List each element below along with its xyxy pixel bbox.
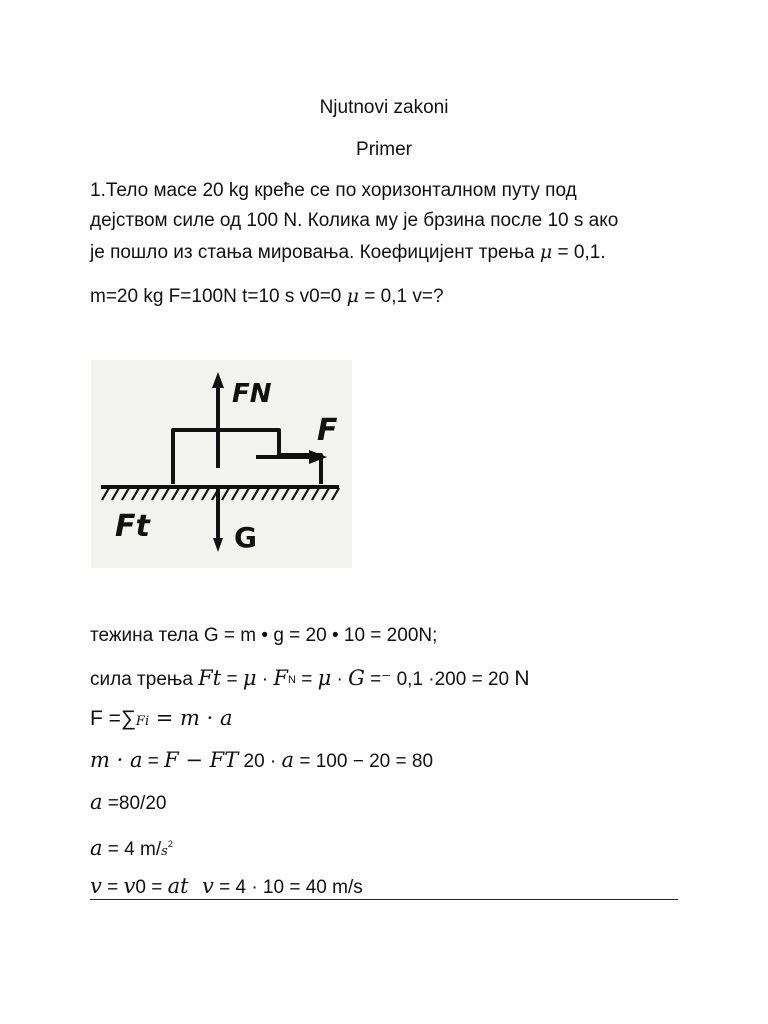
ft-symbol: Ft — [198, 666, 222, 690]
equals-sign: = — [221, 669, 243, 690]
newton-numeric-result: = 100 − 20 = 80 — [294, 751, 434, 772]
mu-symbol: μ — [346, 285, 360, 307]
dot-operator: · — [331, 669, 349, 690]
equals-sign: = — [101, 877, 124, 898]
newton-unit: N — [514, 667, 530, 690]
problem-line-1: 1.Тело масе 20 kg креће се по хоризонталном путу под — [90, 180, 577, 201]
problem-line-3-value: = 0,1. — [552, 242, 606, 263]
weight-equation: тежина тела G = m • g = 20 • 10 = 200N; — [90, 625, 438, 646]
acceleration-result — [90, 832, 173, 864]
velocity-result: = 4 · 10 = 40 m/s — [213, 877, 363, 898]
problem-line-3-text: је пошло из стања мировања. Коефицијент трења — [90, 242, 540, 263]
newton-second-law-equation — [90, 748, 433, 774]
horizontal-rule — [90, 899, 678, 900]
a-symbol: a — [281, 748, 295, 772]
sigma-symbol: ∑ — [120, 707, 136, 730]
newton-numeric: 20 · — [238, 751, 282, 772]
velocity-equation — [90, 874, 363, 900]
dot-operator: · — [256, 669, 274, 690]
sum-rhs: = m · a — [149, 706, 233, 730]
label-friction: Ft — [115, 509, 150, 544]
document-title: Njutnovi zakoni — [319, 97, 449, 118]
friction-prefix: сила трења — [90, 669, 199, 690]
document-subtitle: Primer — [356, 139, 412, 160]
mu-symbol: μ — [317, 666, 332, 690]
v0-symbol: v — [123, 874, 136, 898]
sum-of-forces-equation — [90, 706, 233, 734]
newton-lhs: m · a — [90, 748, 143, 772]
problem-line-2: дејством силе од 100 N. Колика му је брзина после 10 s ако — [90, 210, 619, 231]
f-symbol: F — [273, 666, 288, 690]
label-normal-force: FN — [232, 379, 272, 409]
v0-subscript-zero: 0 = — [135, 877, 168, 898]
v-symbol: v — [90, 874, 102, 898]
friction-result: =⁻ 0,1 ·200 = 20 — [364, 669, 515, 690]
mu-symbol: μ — [539, 241, 553, 263]
friction-equation — [90, 666, 530, 692]
acceleration-fraction-value: =80/20 — [102, 793, 167, 814]
force-diagram-svg — [91, 360, 352, 568]
equals-sign: = — [142, 751, 165, 772]
newton-rhs: F − FT — [164, 748, 239, 772]
seconds-symbol: s — [161, 844, 168, 859]
a-symbol: a — [90, 836, 103, 860]
fi-symbol: Fi — [135, 714, 150, 729]
f-label: F = — [90, 707, 121, 730]
given-values-line — [90, 284, 444, 309]
at-symbol: at — [167, 874, 189, 898]
mu-symbol: μ — [242, 666, 257, 690]
a-symbol: a — [90, 790, 103, 814]
problem-line-3 — [90, 240, 606, 265]
g-symbol: G — [348, 666, 365, 690]
acceleration-fraction — [90, 790, 166, 816]
acceleration-value: = 4 m/ — [102, 839, 162, 860]
label-applied-force: F — [317, 413, 338, 448]
v-symbol: v — [188, 874, 214, 898]
equals-sign: = — [295, 669, 318, 690]
given-values-text-2: = 0,1 v=? — [359, 286, 444, 307]
label-weight: G — [234, 521, 257, 554]
given-values-text: m=20 kg F=100N t=10 s v0=0 — [90, 286, 347, 307]
n-subscript: N — [287, 674, 296, 686]
squared-exponent: 2 — [167, 839, 173, 849]
force-diagram — [91, 360, 352, 568]
